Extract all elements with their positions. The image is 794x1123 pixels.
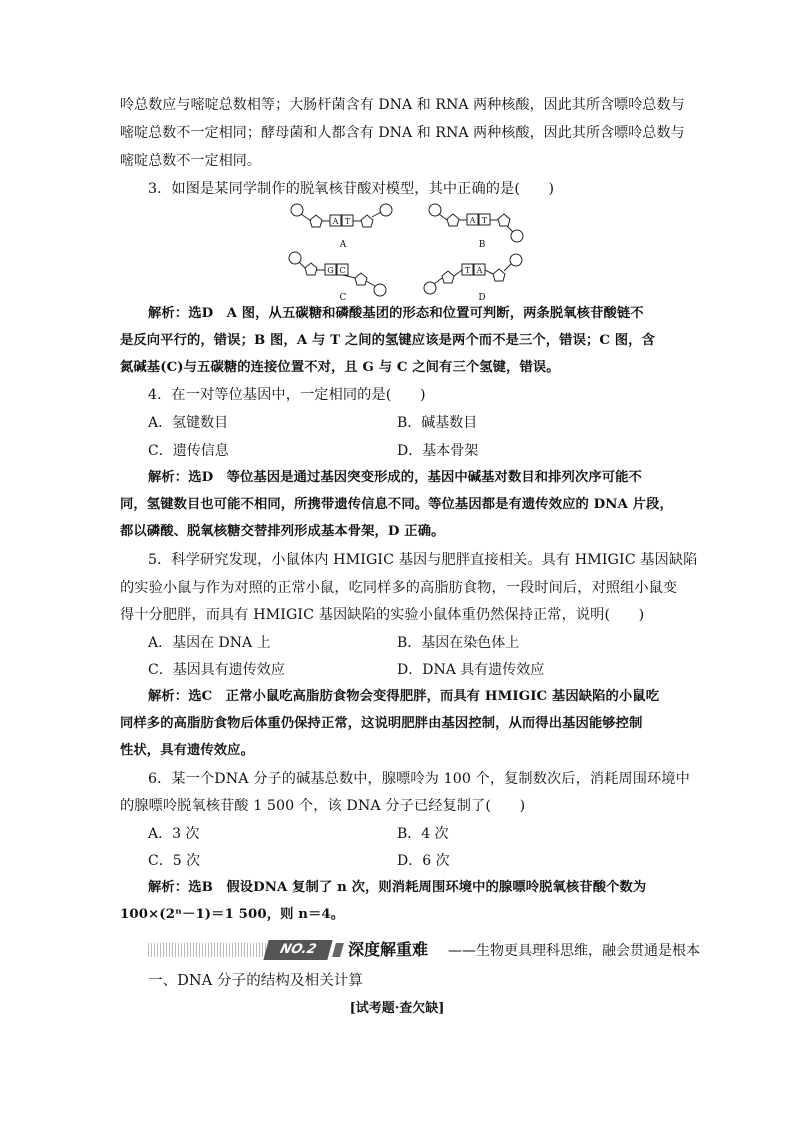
explanation-line: 都以磷酸、脱氧核糖交替排列形成基本骨架，D 正确。 xyxy=(120,524,445,539)
section-subtitle: ——生物更具理科思维，融会贯通是根本 xyxy=(448,943,700,959)
figure-label-a: A xyxy=(339,240,347,250)
question-4-stem: 4．在一对等位基因中，一定相同的是( ) xyxy=(148,387,426,403)
option-a: A．基因在 DNA 上 xyxy=(148,635,271,651)
figure-d-base-2: A xyxy=(476,266,483,275)
option-c: C．基因具有遗传效应 xyxy=(148,662,285,678)
figure-c-base-1: G xyxy=(327,266,334,275)
section-heading: 一、DNA 分子的结构及相关计算 xyxy=(148,973,363,989)
option-a: A．3 次 xyxy=(148,826,200,842)
question-3-stem: 3．如图是某同学制作的脱氧核苷酸对模型，其中正确的是( ) xyxy=(148,181,555,197)
subheading: [试考题·查欠缺] xyxy=(349,1001,445,1016)
figure-c-base-2: C xyxy=(339,266,346,275)
figure-model-d xyxy=(424,254,522,294)
explanation-line: 解析：选D 等位基因是通过基因突变形成的，基因中碱基对数目和排列次序可能不 xyxy=(148,470,642,485)
figure-label-b: B xyxy=(478,240,486,250)
option-c: C．5 次 xyxy=(148,853,201,869)
figure-model-a xyxy=(291,204,392,227)
section-banner xyxy=(148,938,700,962)
figure-a-base-2: T xyxy=(344,217,351,226)
option-c: C．遗传信息 xyxy=(148,443,229,459)
explanation-line: 同样多的高脂肪食物后体重仍保持正常，这说明肥胖由基因控制，从而得出基因能够控制 xyxy=(120,716,643,731)
section-tag: NO.2 xyxy=(263,940,332,960)
figure-label-c: C xyxy=(339,293,347,302)
option-b: B．4 次 xyxy=(397,826,449,842)
option-d: D．基本骨架 xyxy=(397,443,479,459)
explanation-line: 解析：选B 假设DNA 复制了 n 次，则消耗周围环境中的腺嘌呤脱氧核苷酸个数为 xyxy=(148,880,647,895)
question-6-stem: 6．某一个DNA 分子的碱基总数中，腺嘌呤为 100 个，复制数次后，消耗周围环境中 xyxy=(148,771,690,787)
figure-model-b xyxy=(429,204,523,242)
paragraph-line: 嘧啶总数不一定相同。 xyxy=(120,153,261,169)
figure-b-base-1: A xyxy=(469,216,476,225)
banner-accent xyxy=(332,943,344,957)
option-b: B．碱基数目 xyxy=(397,415,478,431)
question-5-stem: 5．科学研究发现，小鼠体内 HMIGIC 基因与肥胖直接相关。具有 HMIGIC 基因缺陷 xyxy=(148,552,698,568)
question-5-stem: 的实验小鼠与作为对照的正常小鼠，吃同样多的高脂肪食物，一段时间后，对照组小鼠变 xyxy=(120,580,678,596)
explanation-line: 同，氢键数目也可能不相同，所携带遗传信息不同。等位基因都是有遗传效应的 DNA 片段， xyxy=(120,497,673,512)
option-a: A．氢键数目 xyxy=(148,415,229,431)
explanation-line: 是反向平行的，错误；B 图，A 与 T 之间的氢键应该是两个而不是三个，错误；C 图，含 xyxy=(120,333,655,348)
explanation-line: 解析：选D A 图，从五碳糖和磷酸基团的形态和位置可判断，两条脱氧核苷酸链不 xyxy=(148,306,644,321)
section-title: 深度解重难 xyxy=(348,940,429,959)
option-d: D．DNA 具有遗传效应 xyxy=(397,662,545,678)
option-b: B．基因在染色体上 xyxy=(397,635,520,651)
explanation-line: 100×(2ⁿ－1)＝1 500，则 n＝4。 xyxy=(120,907,345,922)
figure-label-d: D xyxy=(478,293,486,302)
figure-b-base-2: T xyxy=(481,216,488,225)
nucleotide-pair-figure xyxy=(285,200,525,302)
explanation-line: 性状，具有遗传效应。 xyxy=(120,743,254,758)
question-6-stem: 的腺嘌呤脱氧核苷酸 1 500 个，该 DNA 分子已经复制了( ) xyxy=(120,798,526,814)
option-d: D．6 次 xyxy=(397,853,450,869)
explanation-line: 氮碱基(C)与五碳糖的连接位置不对，且 G 与 C 之间有三个氢键，错误。 xyxy=(120,360,560,375)
question-5-stem: 得十分肥胖，而具有 HMIGIC 基因缺陷的实验小鼠体重仍然保持正常，说明( ) xyxy=(120,607,645,623)
figure-a-base-1: A xyxy=(332,217,339,226)
figure-model-c xyxy=(289,252,386,296)
explanation-line: 解析：选C 正常小鼠吃高脂肪食物会变得肥胖，而具有 HMIGIC 基因缺陷的小鼠吃 xyxy=(148,689,660,704)
banner-stripe xyxy=(148,943,266,957)
paragraph-line: 呤总数应与嘧啶总数相等；大肠杆菌含有 DNA 和 RNA 两种核酸，因此其所含嘌呤总数与 xyxy=(120,97,685,113)
figure-d-base-1: T xyxy=(464,266,471,275)
paragraph-line: 嘧啶总数不一定相同；酵母菌和人都含有 DNA 和 RNA 两种核酸，因此其所含嘌呤总数与 xyxy=(120,125,685,141)
